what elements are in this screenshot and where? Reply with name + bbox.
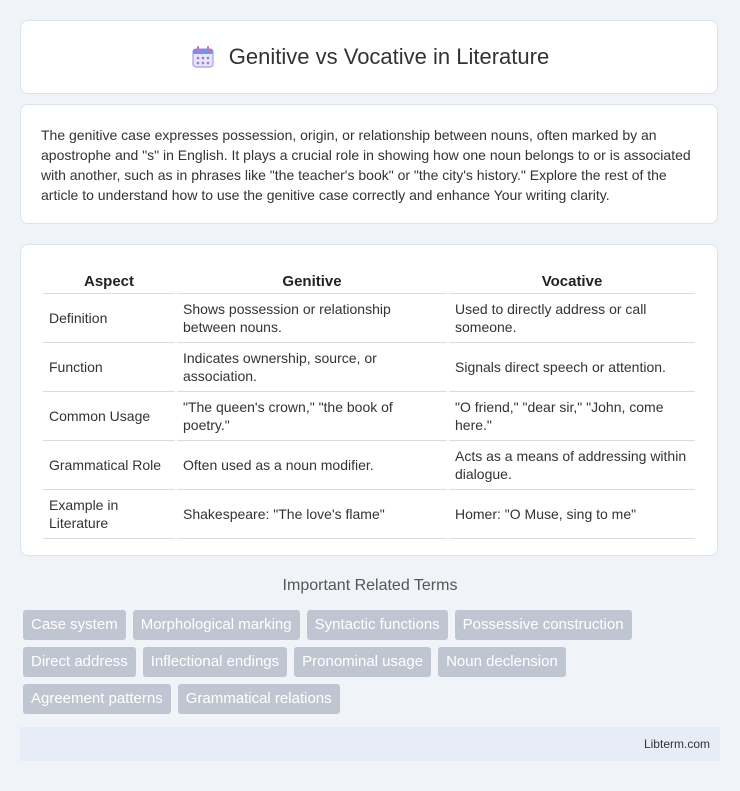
related-term-tag[interactable]: Noun declension [438, 647, 566, 677]
related-terms-title: Important Related Terms [282, 577, 458, 594]
footer-site-link[interactable]: Libterm.com [643, 737, 710, 751]
related-term-tag[interactable]: Morphological marking [133, 610, 300, 640]
table-cell: Acts as a means of addressing within dialogue. [449, 441, 695, 490]
table-cell: Used to directly address or call someone. [449, 294, 695, 343]
related-term-tag[interactable]: Agreement patterns [23, 684, 171, 714]
table-row [43, 490, 695, 539]
column-header-genitive: Genitive [177, 265, 447, 294]
table-cell: Example in Literature [43, 490, 175, 539]
related-term-tag[interactable]: Syntactic functions [307, 610, 448, 640]
table-cell: Common Usage [43, 392, 175, 441]
column-header-vocative: Vocative [449, 265, 695, 294]
table-cell: Indicates ownership, source, or association. [177, 343, 447, 392]
comparison-table [41, 265, 697, 539]
page-title: Genitive vs Vocative in Literature [228, 44, 550, 69]
footer [20, 727, 720, 761]
intro-card [20, 104, 718, 224]
column-header-aspect: Aspect [43, 265, 175, 294]
table-cell: "The queen's crown," "the book of poetry." [177, 392, 447, 441]
calendar-icon [189, 43, 217, 71]
comparison-card [20, 244, 718, 556]
table-cell: Signals direct speech or attention. [449, 343, 695, 392]
table-cell: "O friend," "dear sir," "John, come here." [449, 392, 695, 441]
table-cell: Homer: "O Muse, sing to me" [449, 490, 695, 539]
table-row [43, 343, 695, 392]
related-term-tag[interactable]: Direct address [23, 647, 136, 677]
table-row [43, 392, 695, 441]
related-term-tag[interactable]: Pronominal usage [294, 647, 431, 677]
related-terms-list [23, 610, 703, 714]
table-cell: Grammatical Role [43, 441, 175, 490]
related-term-tag[interactable]: Grammatical relations [178, 684, 340, 714]
table-cell: Function [43, 343, 175, 392]
table-header-row [43, 265, 695, 294]
table-row [43, 294, 695, 343]
related-term-tag[interactable]: Inflectional endings [143, 647, 287, 677]
table-cell: Shows possession or relationship between nouns. [177, 294, 447, 343]
related-term-tag[interactable]: Case system [23, 610, 126, 640]
header-card [20, 20, 718, 94]
table-cell: Shakespeare: "The love's flame" [177, 490, 447, 539]
intro-text: The genitive case expresses possession, origin, or relationship between nouns, often marked by an apostrophe and "s" in English. It plays a crucial role in showing how one noun belongs to or is associated with another, such as in phrases like "the teacher's book" or "the city's history." Explore the rest of the article to understand how to use the genitive case correctly and enhance Your writing clarity. [41, 127, 691, 203]
table-row [43, 441, 695, 490]
table-cell: Often used as a noun modifier. [177, 441, 447, 490]
related-term-tag[interactable]: Possessive construction [455, 610, 632, 640]
table-cell: Definition [43, 294, 175, 343]
